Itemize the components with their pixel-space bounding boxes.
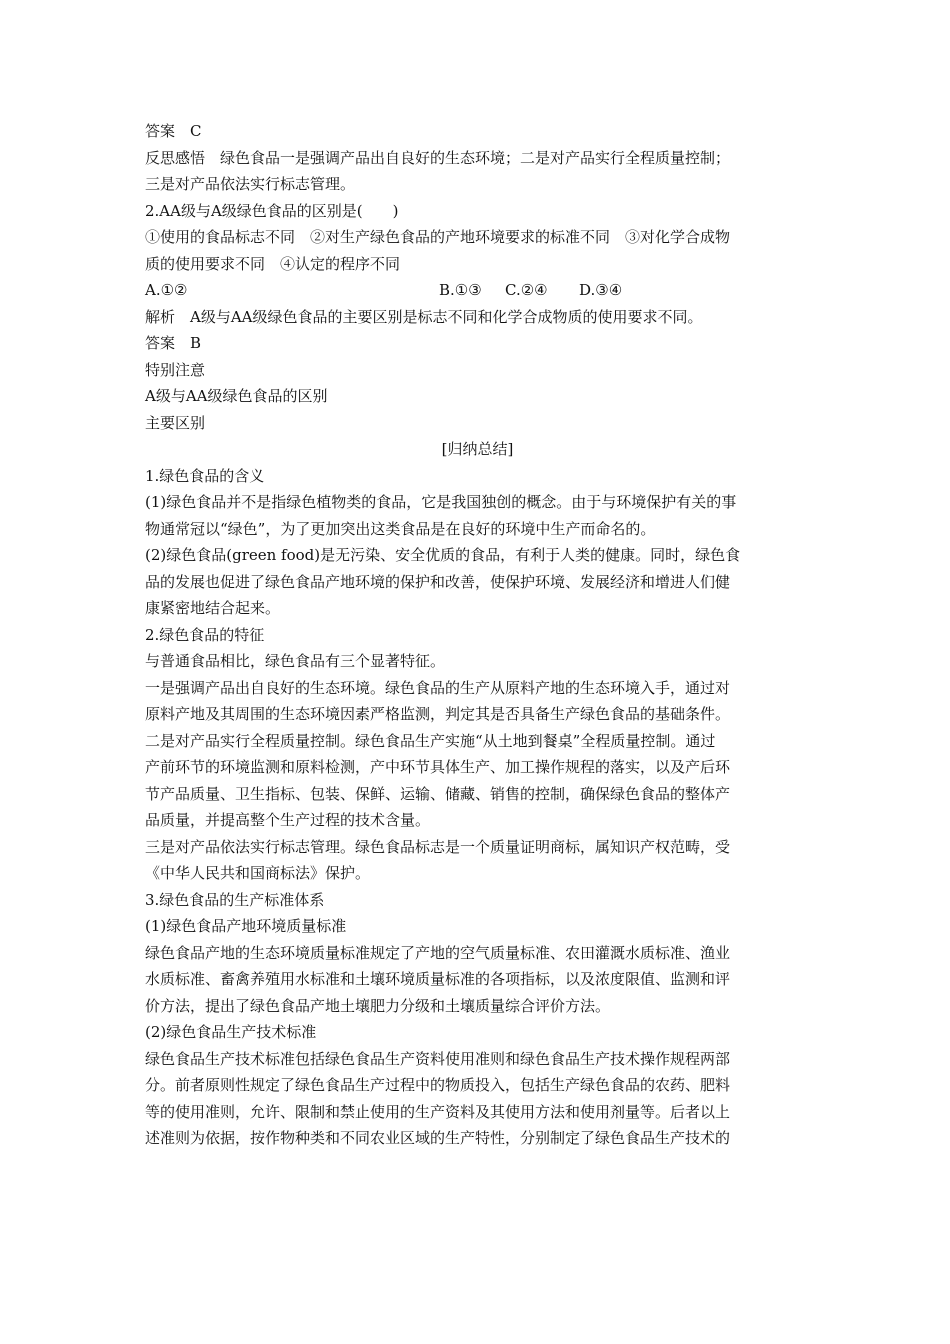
paragraph-line: 品质量，并提高整个生产过程的技术含量。 xyxy=(145,811,431,829)
paragraph-line: 等的使用准则，允许、限制和禁止使用的生产资料及其使用方法和使用剂量等。后者以上 xyxy=(145,1102,731,1121)
subsection-heading: (2)绿色食品生产技术标准 xyxy=(145,1023,317,1041)
answer-1: 答案 C xyxy=(145,122,202,140)
special-note-heading: 特别注意 xyxy=(145,360,206,379)
paragraph-line: 物通常冠以“绿色”，为了更加突出这类食品是在良好的环境中生产而命名的。 xyxy=(145,519,656,538)
reflection-line-2: 三是对产品依法实行标志管理。 xyxy=(145,175,356,193)
special-note-line-2: 主要区别 xyxy=(145,413,206,432)
question-2: 2.AA级与A级绿色食品的区别是( ) xyxy=(145,201,399,220)
paragraph-line: 《中华人民共和国商标法》保护。 xyxy=(145,864,371,882)
paragraph-line: 品的发展也促进了绿色食品产地环境的保护和改善，使保护环境、发展经济和增进人们健 xyxy=(145,572,731,591)
analysis: 解析 A级与AA级绿色食品的主要区别是标志不同和化学合成物质的使用要求不同。 xyxy=(145,307,703,326)
paragraph-line: 三是对产品依法实行标志管理。绿色食品标志是一个质量证明商标，属知识产权范畴，受 xyxy=(145,837,731,856)
answer-2: 答案 B xyxy=(145,334,202,352)
summary-heading: [归纳总结] xyxy=(441,440,514,458)
section-3-heading: 3.绿色食品的生产标准体系 xyxy=(145,890,325,909)
paragraph-line: 价方法，提出了绿色食品产地土壤肥力分级和土壤质量综合评价方法。 xyxy=(145,996,611,1015)
section-1-heading: 1.绿色食品的含义 xyxy=(145,466,265,485)
option-b: B.①③ xyxy=(439,281,482,299)
paragraph-line: 分。前者原则性规定了绿色食品生产过程中的物质投入，包括生产绿色食品的农药、肥料 xyxy=(145,1076,731,1094)
document-body xyxy=(145,118,810,1152)
paragraph-line: 康紧密地结合起来。 xyxy=(145,599,281,617)
subsection-heading: (1)绿色食品产地环境质量标准 xyxy=(145,917,347,935)
paragraph-line: 节产品质量、卫生指标、包装、保鲜、运输、储藏、销售的控制，确保绿色食品的整体产 xyxy=(145,784,731,803)
special-note-line-1: A级与AA级绿色食品的区别 xyxy=(145,387,328,405)
answer-options xyxy=(145,277,810,304)
paragraph-line: (2)绿色食品(green food)是无污染、安全优质的食品，有利于人类的健康。同时，绿色食 xyxy=(145,546,741,564)
paragraph-line: 与普通食品相比，绿色食品有三个显著特征。 xyxy=(145,652,446,670)
paragraph-line: 原料产地及其周围的生态环境因素严格监测，判定其是否具备生产绿色食品的基础条件。 xyxy=(145,705,731,723)
paragraph-line: (1)绿色食品并不是指绿色植物类的食品，它是我国独创的概念。由于与环境保护有关的事 xyxy=(145,493,737,511)
option-c: C.②④ xyxy=(505,281,548,299)
reflection-line-1: 反思感悟 绿色食品一是强调产品出自良好的生态环境；二是对产品实行全程质量控制； xyxy=(145,148,731,167)
paragraph-line: 一是强调产品出自良好的生态环境。绿色食品的生产从原料产地的生态环境入手，通过对 xyxy=(145,678,731,697)
paragraph-line: 绿色食品产地的生态环境质量标准规定了产地的空气质量标准、农田灌溉水质标准、渔业 xyxy=(145,943,731,962)
paragraph-line: 述准则为依据，按作物种类和不同农业区域的生产特性，分别制定了绿色食品生产技术的 xyxy=(145,1129,731,1147)
question-2-items-line-1: ①使用的食品标志不同 ②对生产绿色食品的产地环境要求的标准不同 ③对化学合成物 xyxy=(145,228,731,246)
option-d: D.③④ xyxy=(579,281,623,299)
paragraph-line: 产前环节的环境监测和原料检测，产中环节具体生产、加工操作规程的落实，以及产后环 xyxy=(145,758,731,776)
paragraph-line: 二是对产品实行全程质量控制。绿色食品生产实施“从土地到餐桌”全程质量控制。通过 xyxy=(145,731,716,750)
section-2-heading: 2.绿色食品的特征 xyxy=(145,625,265,644)
option-a: A.①② xyxy=(145,281,188,299)
paragraph-line: 水质标准、畜禽养殖用水标准和土壤环境质量标准的各项指标，以及浓度限值、监测和评 xyxy=(145,970,731,988)
paragraph-line: 绿色食品生产技术标准包括绿色食品生产资料使用准则和绿色食品生产技术操作规程两部 xyxy=(145,1049,731,1068)
question-2-items-line-2: 质的使用要求不同 ④认定的程序不同 xyxy=(145,254,401,273)
